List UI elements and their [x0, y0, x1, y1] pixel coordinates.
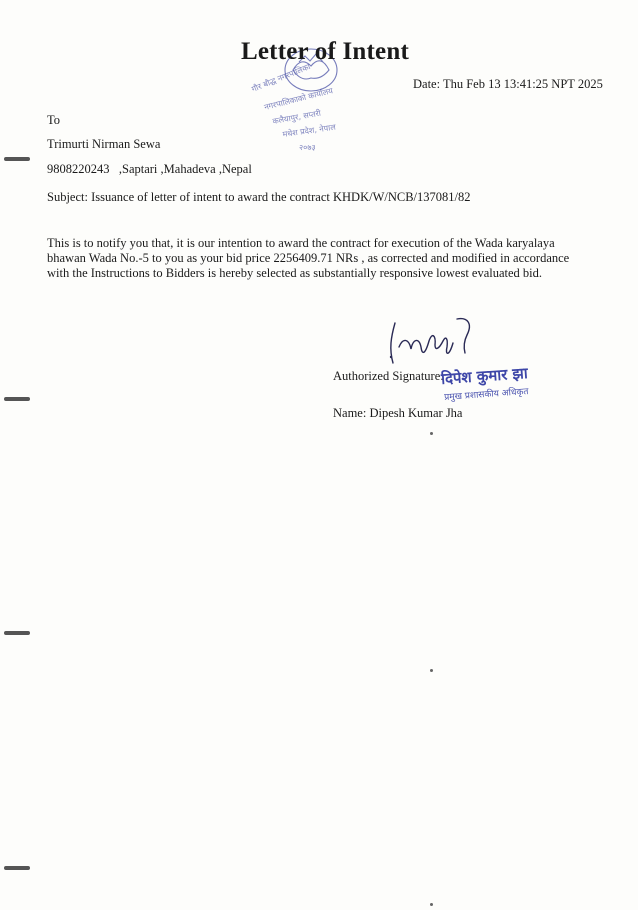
signature-stamp-title: प्रमुख प्रशासकीय अधिकृत [443, 387, 529, 403]
svg-text:नगरपालिकाको कार्यालय: नगरपालिकाको कार्यालय [263, 86, 334, 112]
body-paragraph: This is to notify you that, it is our intention to award the contract for execution of the Wada karyalaya bhawan Wada No.-5 to you as your bid price 2256409.71 NRs , as corrected and modified in accordance with the Instructions to Bidders is hereby selected as substantially responsive lowest evaluated bid. [47, 236, 570, 280]
signature-stamp-name: दिपेश कुमार झा [440, 363, 529, 389]
svg-text:मधेश प्रदेश, नेपाल: मधेश प्रदेश, नेपाल [282, 122, 337, 139]
subject-line: Subject: Issuance of letter of intent to award the contract KHDK/W/NCB/137081/82 [47, 190, 471, 204]
recipient-contact: 9808220243 ,Saptari ,Mahadeva ,Nepal [47, 162, 252, 176]
to-label: To [47, 113, 61, 127]
svg-text:कलैयापुर, सप्तरी: कलैयापुर, सप्तरी [271, 108, 322, 126]
punch-mark [4, 631, 30, 635]
recipient-name: Trimurti Nirman Sewa [47, 137, 161, 151]
speck [430, 432, 433, 435]
signer-name: Name: Dipesh Kumar Jha [333, 406, 463, 420]
letter-title: Letter of Intent [241, 38, 409, 65]
speck [430, 903, 433, 906]
letter-date: Date: Thu Feb 13 13:41:25 NPT 2025 [413, 77, 603, 91]
svg-text:गौर बौद्ध नगरपालिका: गौर बौद्ध नगरपालिका [250, 62, 312, 94]
punch-mark [4, 866, 30, 870]
punch-mark [4, 397, 30, 401]
speck [430, 669, 433, 672]
handwritten-signature [383, 313, 483, 371]
svg-text:२०७३: २०७३ [299, 143, 316, 152]
authorized-signature-label: Authorized Signature: [333, 369, 444, 383]
punch-mark [4, 157, 30, 161]
